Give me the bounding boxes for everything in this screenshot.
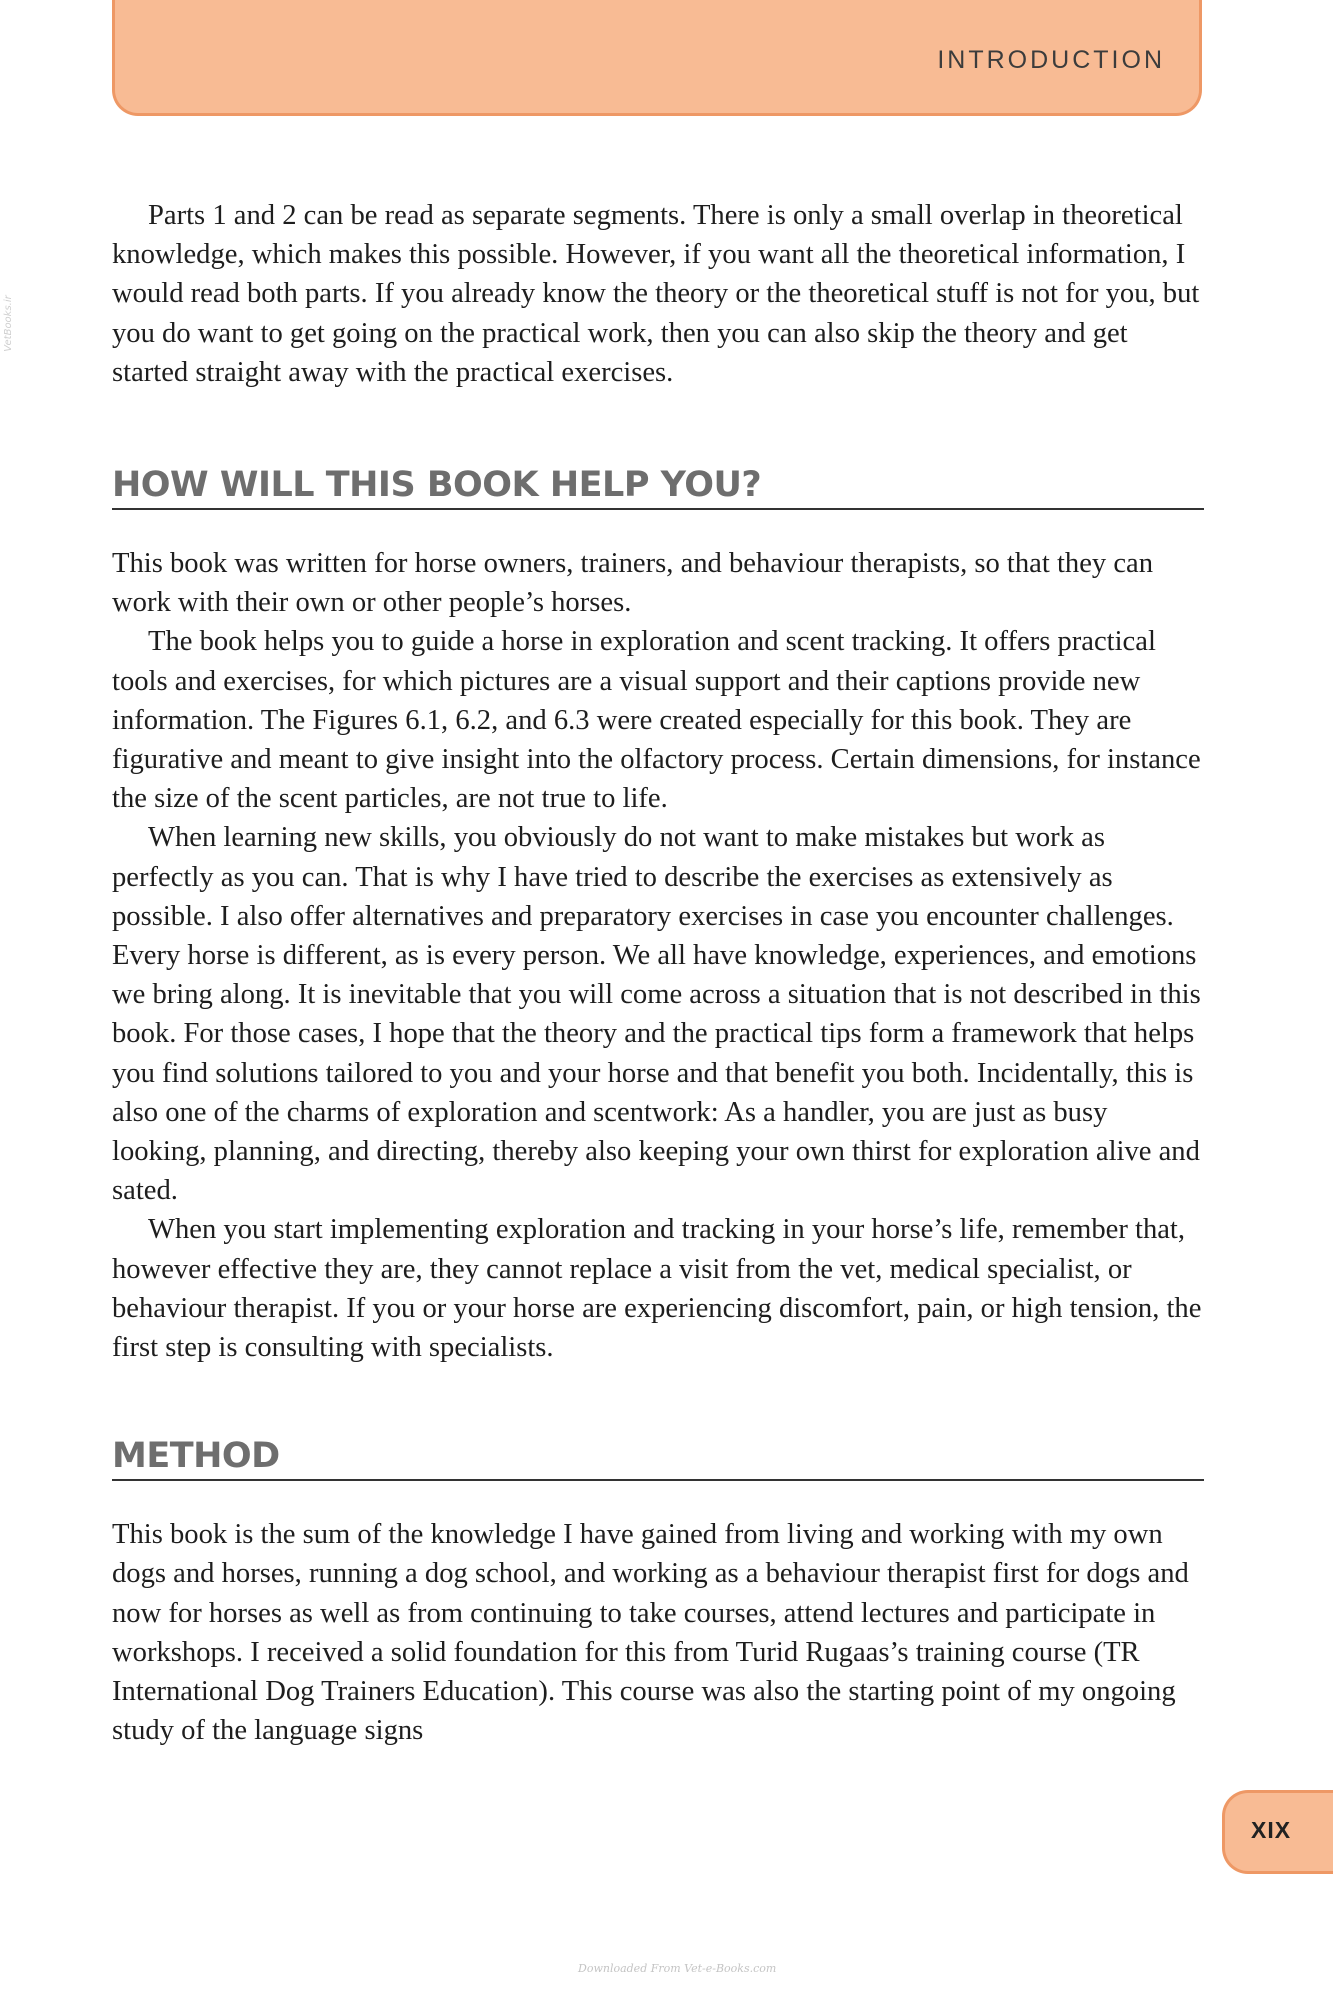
help-paragraph-3: When learning new skills, you obviously do not want to make mistakes but work as perfectly as you can. That is why I have tried to describe the exercises as extensively as possible. I also offer alternatives and preparatory exercises in case you encounter challenges. Every horse is different, as is every person. We all have knowledge, experiences, and emotions we bring along. It is inevitable that you will come across a situation that is not described in this book. For those cases, I hope that the theory and the practical tips form a framework that helps you find solutions tailored to you and your horse and that benefit you both. Incidentally, this is also one of the charms of exploration and scentwork: As a handler, you are just as busy looking, planning, and directing, thereby also keeping your own thirst for exploration alive and sated.	[112, 822, 1201, 1207]
page-number: XIX	[1251, 1817, 1292, 1843]
section-heading-help: HOW WILL THIS BOOK HELP YOU?	[112, 464, 1204, 510]
side-watermark: VetBooks.ir	[2, 295, 14, 352]
page-body	[112, 196, 1204, 1751]
footer-watermark: Downloaded From Vet-e-Books.com	[578, 1962, 777, 1975]
header-tab	[112, 0, 1202, 116]
page-number-tab	[1222, 1790, 1333, 1874]
method-paragraph: This book is the sum of the knowledge I have gained from living and working with my own dogs and horses, running a dog school, and working as a behaviour therapist first for dogs and now for horses as well as from continuing to take courses, attend lectures and participate in workshops. I received a solid foundation for this from Turid Rugaas’s training course (TR International Dog Trainers Education). This course was also the starting point of my ongoing study of the language signs	[112, 1519, 1189, 1747]
help-paragraph-1: This book was written for horse owners, trainers, and behaviour therapists, so that they can work with their own or other people’s horses.	[112, 548, 1154, 619]
running-header: INTRODUCTION	[937, 46, 1165, 74]
help-paragraph-4: When you start implementing exploration and tracking in your horse’s life, remember that, however effective they are, they cannot replace a visit from the vet, medical specialist, or behaviour therapist. If you or your horse are experiencing discomfort, pain, or high tension, the first step is consulting with specialists.	[112, 1214, 1202, 1364]
intro-paragraph: Parts 1 and 2 can be read as separate segments. There is only a small overlap in theoretical knowledge, which makes this possible. However, if you want all the theoretical information, I would read both parts. If you already know the theory or the theoretical stuff is not for you, but you do want to get going on the practical work, then you can also skip the theory and get started straight away with the practical exercises.	[112, 200, 1200, 388]
section-heading-method: METHOD	[112, 1435, 1204, 1481]
help-paragraph-2: The book helps you to guide a horse in exploration and scent tracking. It offers practical tools and exercises, for which pictures are a visual support and their captions provide new information. The Figures 6.1, 6.2, and 6.3 were created especially for this book. They are figurative and meant to give insight into the olfactory process. Certain dimensions, for instance the size of the scent particles, are not true to life.	[112, 626, 1201, 815]
